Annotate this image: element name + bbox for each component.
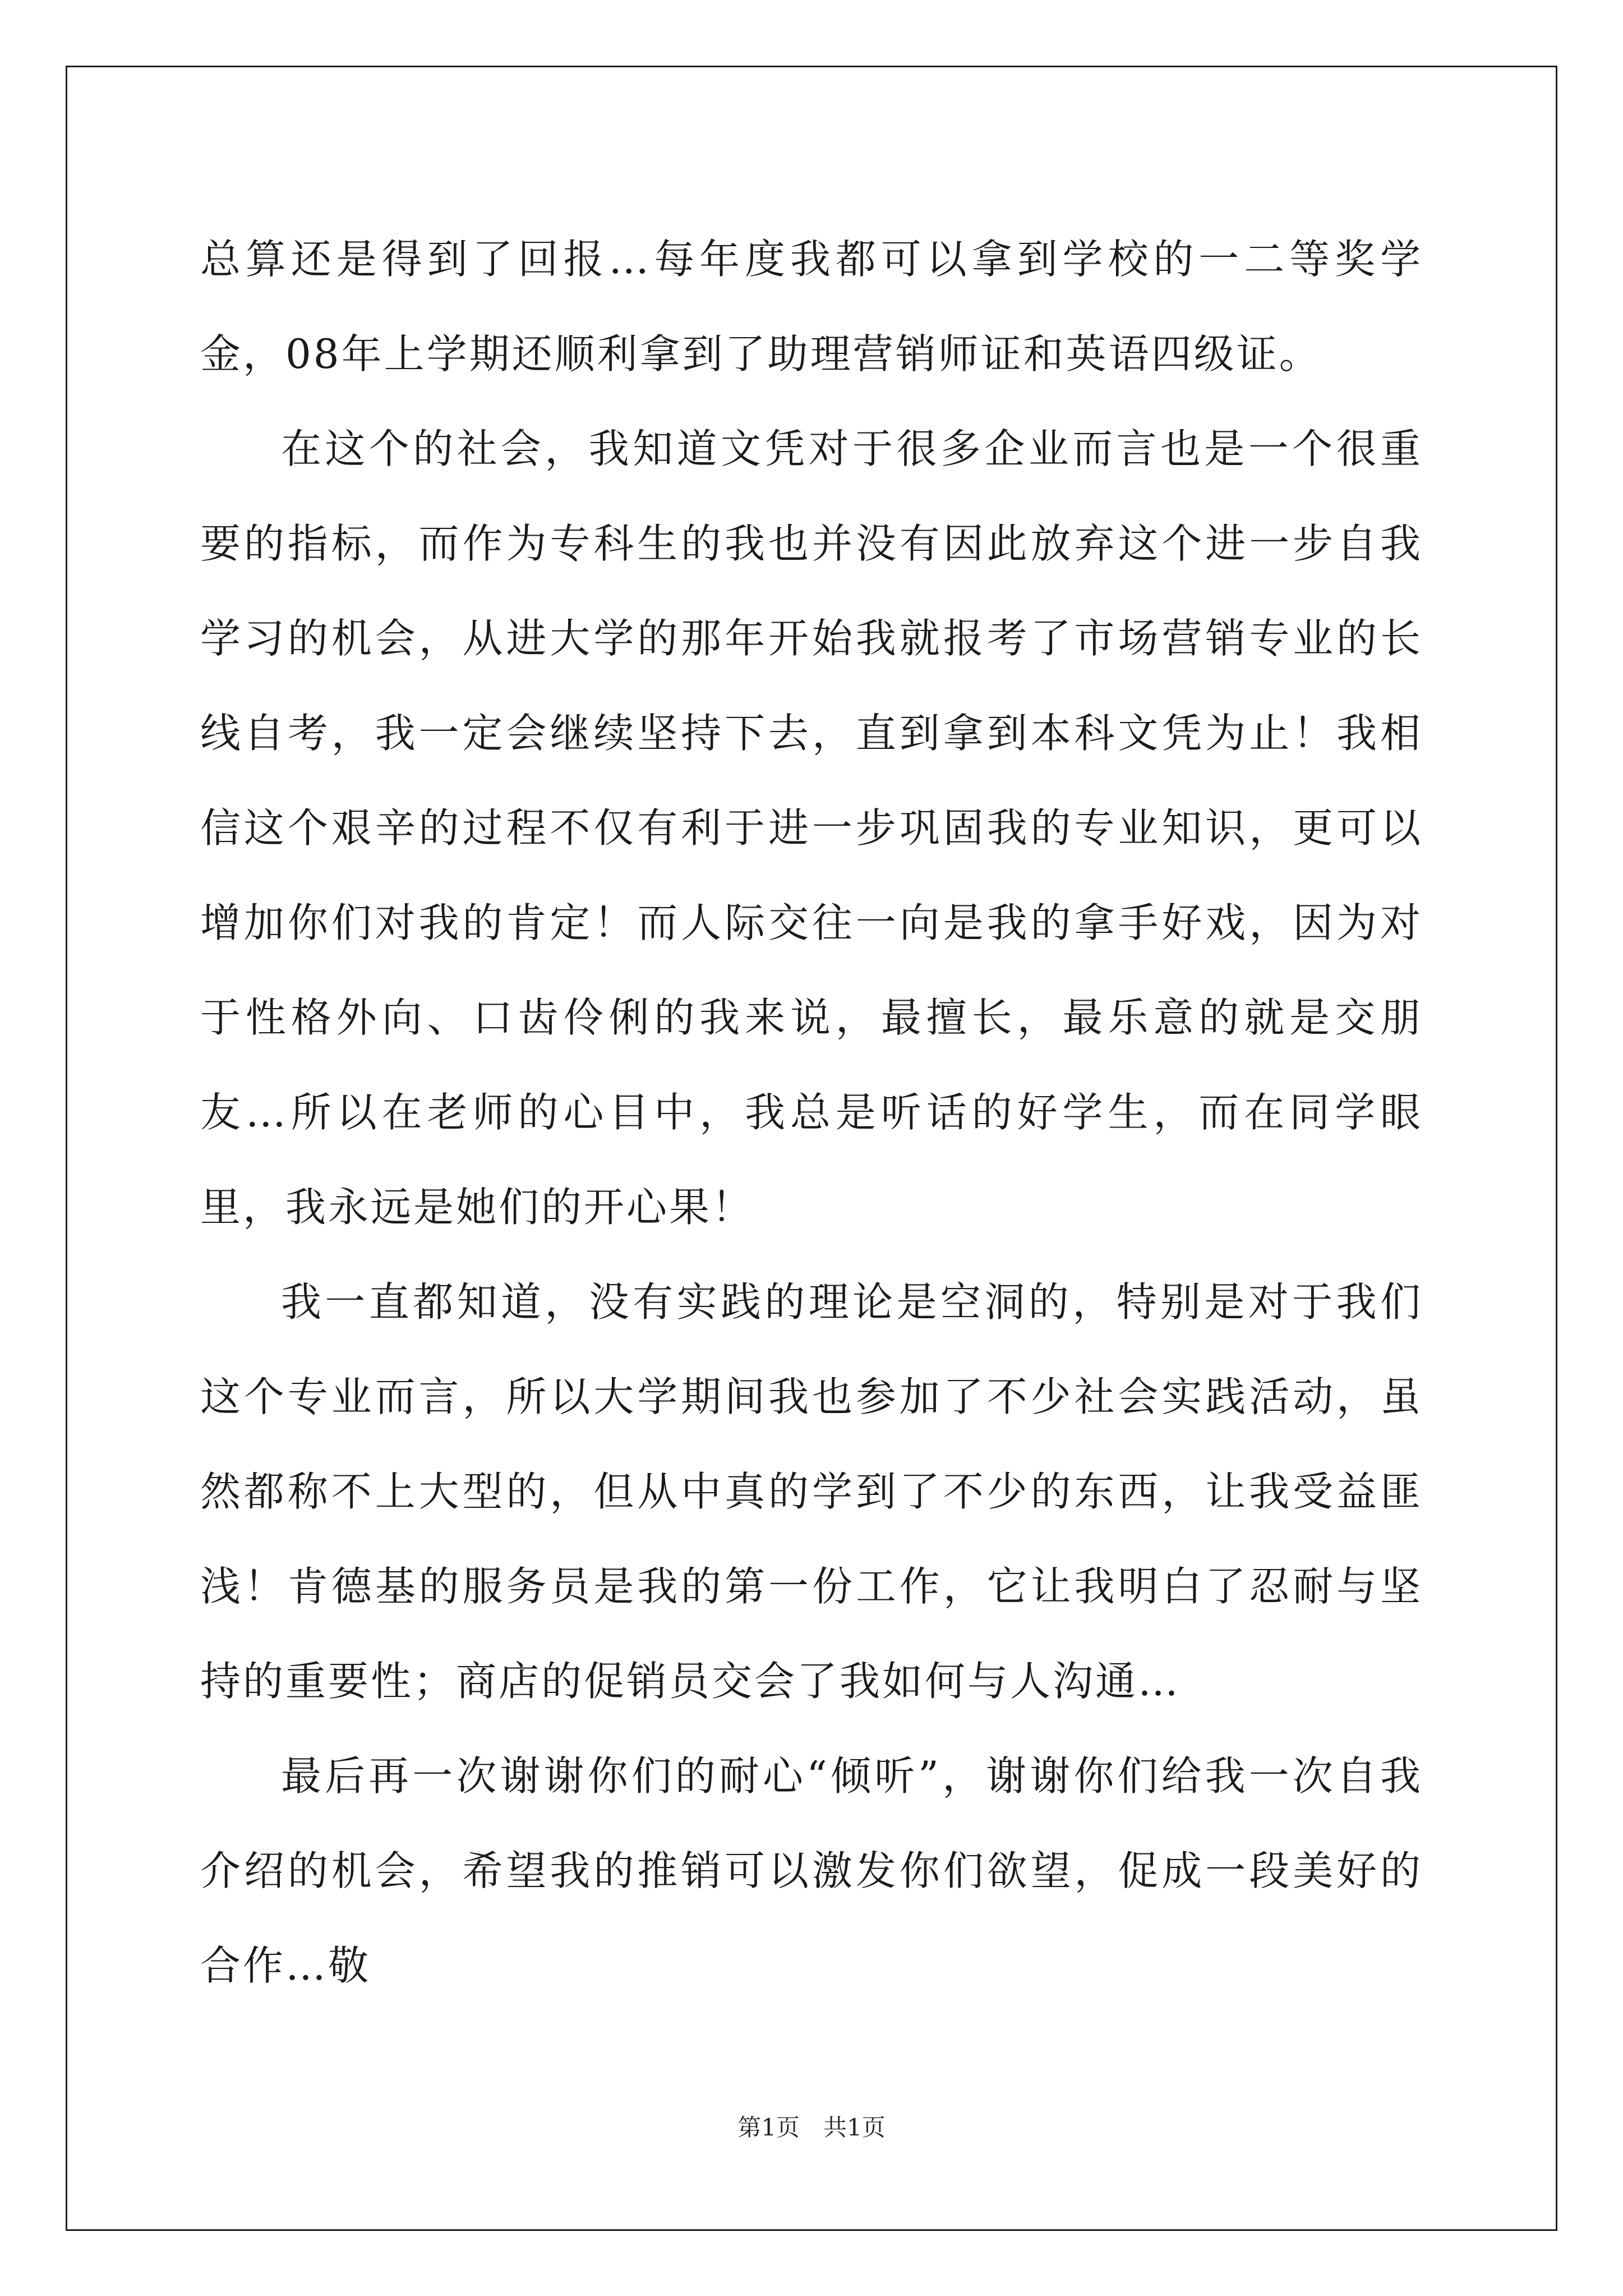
paragraph-4: 最后再一次谢谢你们的耐心“倾听”，谢谢你们给我一次自我介绍的机会，希望我的推销可以激发你们欲望，促成一段美好的合作…敬 <box>200 1752 1423 1989</box>
page-number-footer: 第1页 共1页 <box>737 2114 886 2141</box>
paragraph-3: 我一直都知道，没有实践的理论是空洞的，特别是对于我们这个专业而言，所以大学期间我也参加了不少社会实践活动，虽然都称不上大型的，但从中真的学到了不少的东西，让我受益匪浅！肯德基的服务员是我的第一份工作，它让我明白了忍耐与坚持的重要性；商店的促销员交会了我如何与人沟通… <box>200 1278 1423 1705</box>
document-body <box>200 212 1423 2013</box>
paragraph-2: 在这个的社会，我知道文凭对于很多企业而言也是一个很重要的指标，而作为专科生的我也并没有因此放弃这个进一步自我学习的机会，从进大学的那年开始我就报考了市场营销专业的长线自考，我一定会继续坚持下去，直到拿到本科文凭为止！我相信这个艰辛的过程不仅有利于进一步巩固我的专业知识，更可以增加你们对我的肯定！而人际交往一向是我的拿手好戏，因为对于性格外向、口齿伶俐的我来说，最擅长，最乐意的就是交朋友…所以在老师的心目中，我总是听话的好学生，而在同学眼里，我永远是她们的开心果！ <box>200 425 1423 1231</box>
paragraph-1: 总算还是得到了回报…每年度我都可以拿到学校的一二等奖学金，08年上学期还顺利拿到了助理营销师证和英语四级证。 <box>200 236 1423 378</box>
